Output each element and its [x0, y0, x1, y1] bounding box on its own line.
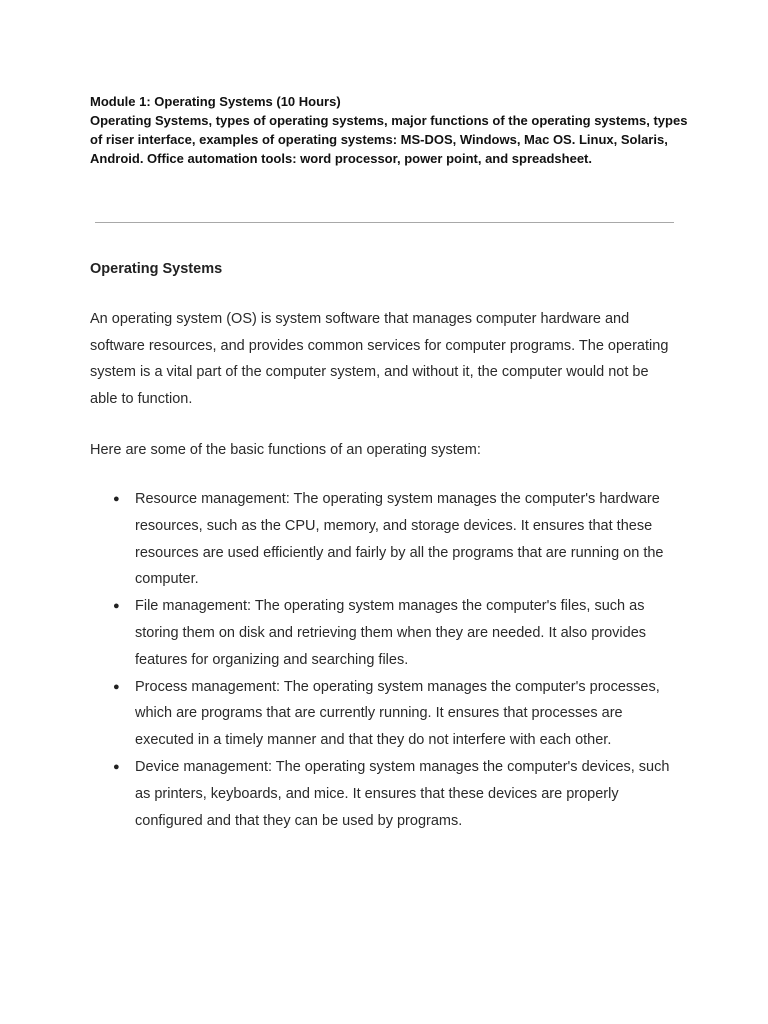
list-item	[90, 674, 680, 754]
bullet-icon: ●	[113, 493, 120, 505]
bullet-icon: ●	[113, 680, 120, 693]
bullet-icon: ●	[113, 760, 120, 773]
list-item	[90, 593, 680, 673]
list-item-text: Device management: The operating system manages the computer's devices, such as printers, keyboards, and mice. It ensures that these devices are properly configured and that they can be used by programs.	[135, 758, 670, 829]
list-item	[90, 754, 680, 834]
list-item-text: Resource management: The operating system manages the computer's hardware resources, such as the CPU, memory, and storage devices. It ensures that these resources are used efficiently and fairly by all the programs that are running on the computer.	[135, 491, 664, 588]
list-item-text: Process management: The operating system manages the computer's processes, which are programs that are currently running. It ensures that processes are executed in a timely manner and that they do not interfere with each other.	[135, 678, 660, 749]
section-heading: Operating Systems	[90, 261, 223, 277]
list-item	[90, 486, 680, 593]
horizontal-divider	[95, 222, 674, 223]
functions-lead-paragraph: Here are some of the basic functions of an operating system:	[90, 442, 481, 458]
list-item-text: File management: The operating system manages the computer's files, such as storing them on disk and retrieving them when they are needed. It also provides features for organizing and searching files.	[135, 598, 647, 668]
module-header	[90, 92, 690, 168]
bullet-icon: ●	[113, 600, 120, 613]
functions-list	[90, 486, 680, 834]
module-title: Module 1: Operating Systems (10 Hours)	[90, 94, 341, 109]
module-description: Operating Systems, types of operating systems, major functions of the operating systems, types of riser interface, examples of operating systems: MS-DOS, Windows, Mac OS. Linux, Solaris, Android. Office automation tools: word processor, power point, and spreadsheet.	[90, 113, 688, 166]
intro-paragraph: An operating system (OS) is system software that manages computer hardware and software resources, and provides common services for computer programs. The operating system is a vital part of the computer system, and without it, the computer would not be able to function.	[90, 311, 669, 407]
